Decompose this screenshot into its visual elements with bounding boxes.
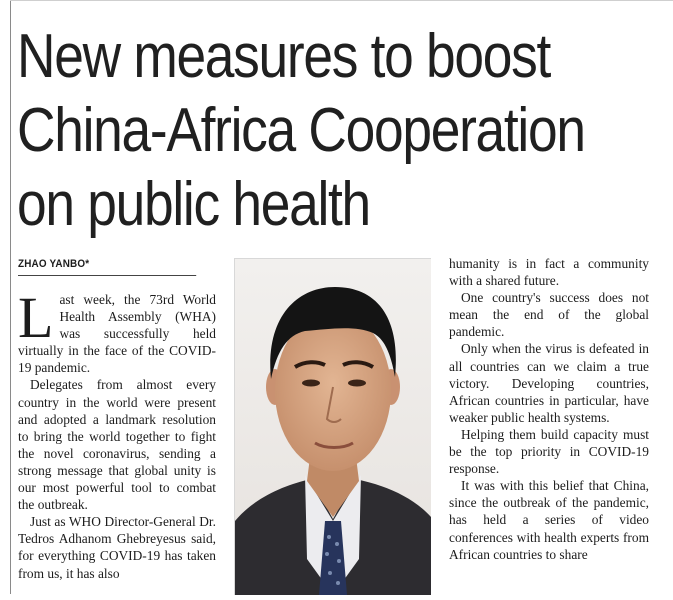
- page-top-rule: [10, 0, 673, 1]
- drop-cap: L: [18, 291, 54, 350]
- paragraph: humanity is in fact a community with a shared future.: [449, 256, 649, 289]
- paragraph: One country's success does not mean the end of the global pandemic.: [449, 290, 649, 340]
- headline-line-1: New measures to boost: [17, 22, 551, 91]
- article-column-3: [449, 255, 649, 594]
- paragraph: It was with this belief that China, since the outbreak of the pandemic, has held a series of video conferences with health experts from African countries to share: [449, 478, 649, 562]
- paragraph-text: ast week, the 73rd World Health Assembly (WHA) was successfully held virtually in the face of the COVID-19 pandemic.: [18, 292, 216, 376]
- paragraph: [18, 291, 216, 376]
- article-column-1: [18, 291, 216, 594]
- paragraph: Just as WHO Director-General Dr. Tedros Adhanom Ghebreyesus said, for everything COVID-19 has taken from us, it has also: [18, 514, 216, 581]
- byline: ZHAO YANBO*: [18, 258, 196, 276]
- headline: [17, 20, 585, 242]
- paragraph: Only when the virus is defeated in all countries can we claim a true victory. Developing countries, African countries in particular, have weaker public health systems.: [449, 341, 649, 425]
- headline-line-2: China-Africa Cooperation: [17, 96, 585, 165]
- paragraph: Helping them build capacity must be the top priority in COVID-19 response.: [449, 426, 649, 477]
- headline-line-3: on public health: [17, 170, 370, 239]
- page-left-rule: [10, 0, 11, 594]
- paragraph: Delegates from almost every country in the world were present and adopted a landmark resolution to bring the world together to fight the novel coronavirus, sending a strong message that global unity is our most powerful tool to combat the outbreak.: [18, 377, 216, 513]
- author-photo: [234, 258, 431, 595]
